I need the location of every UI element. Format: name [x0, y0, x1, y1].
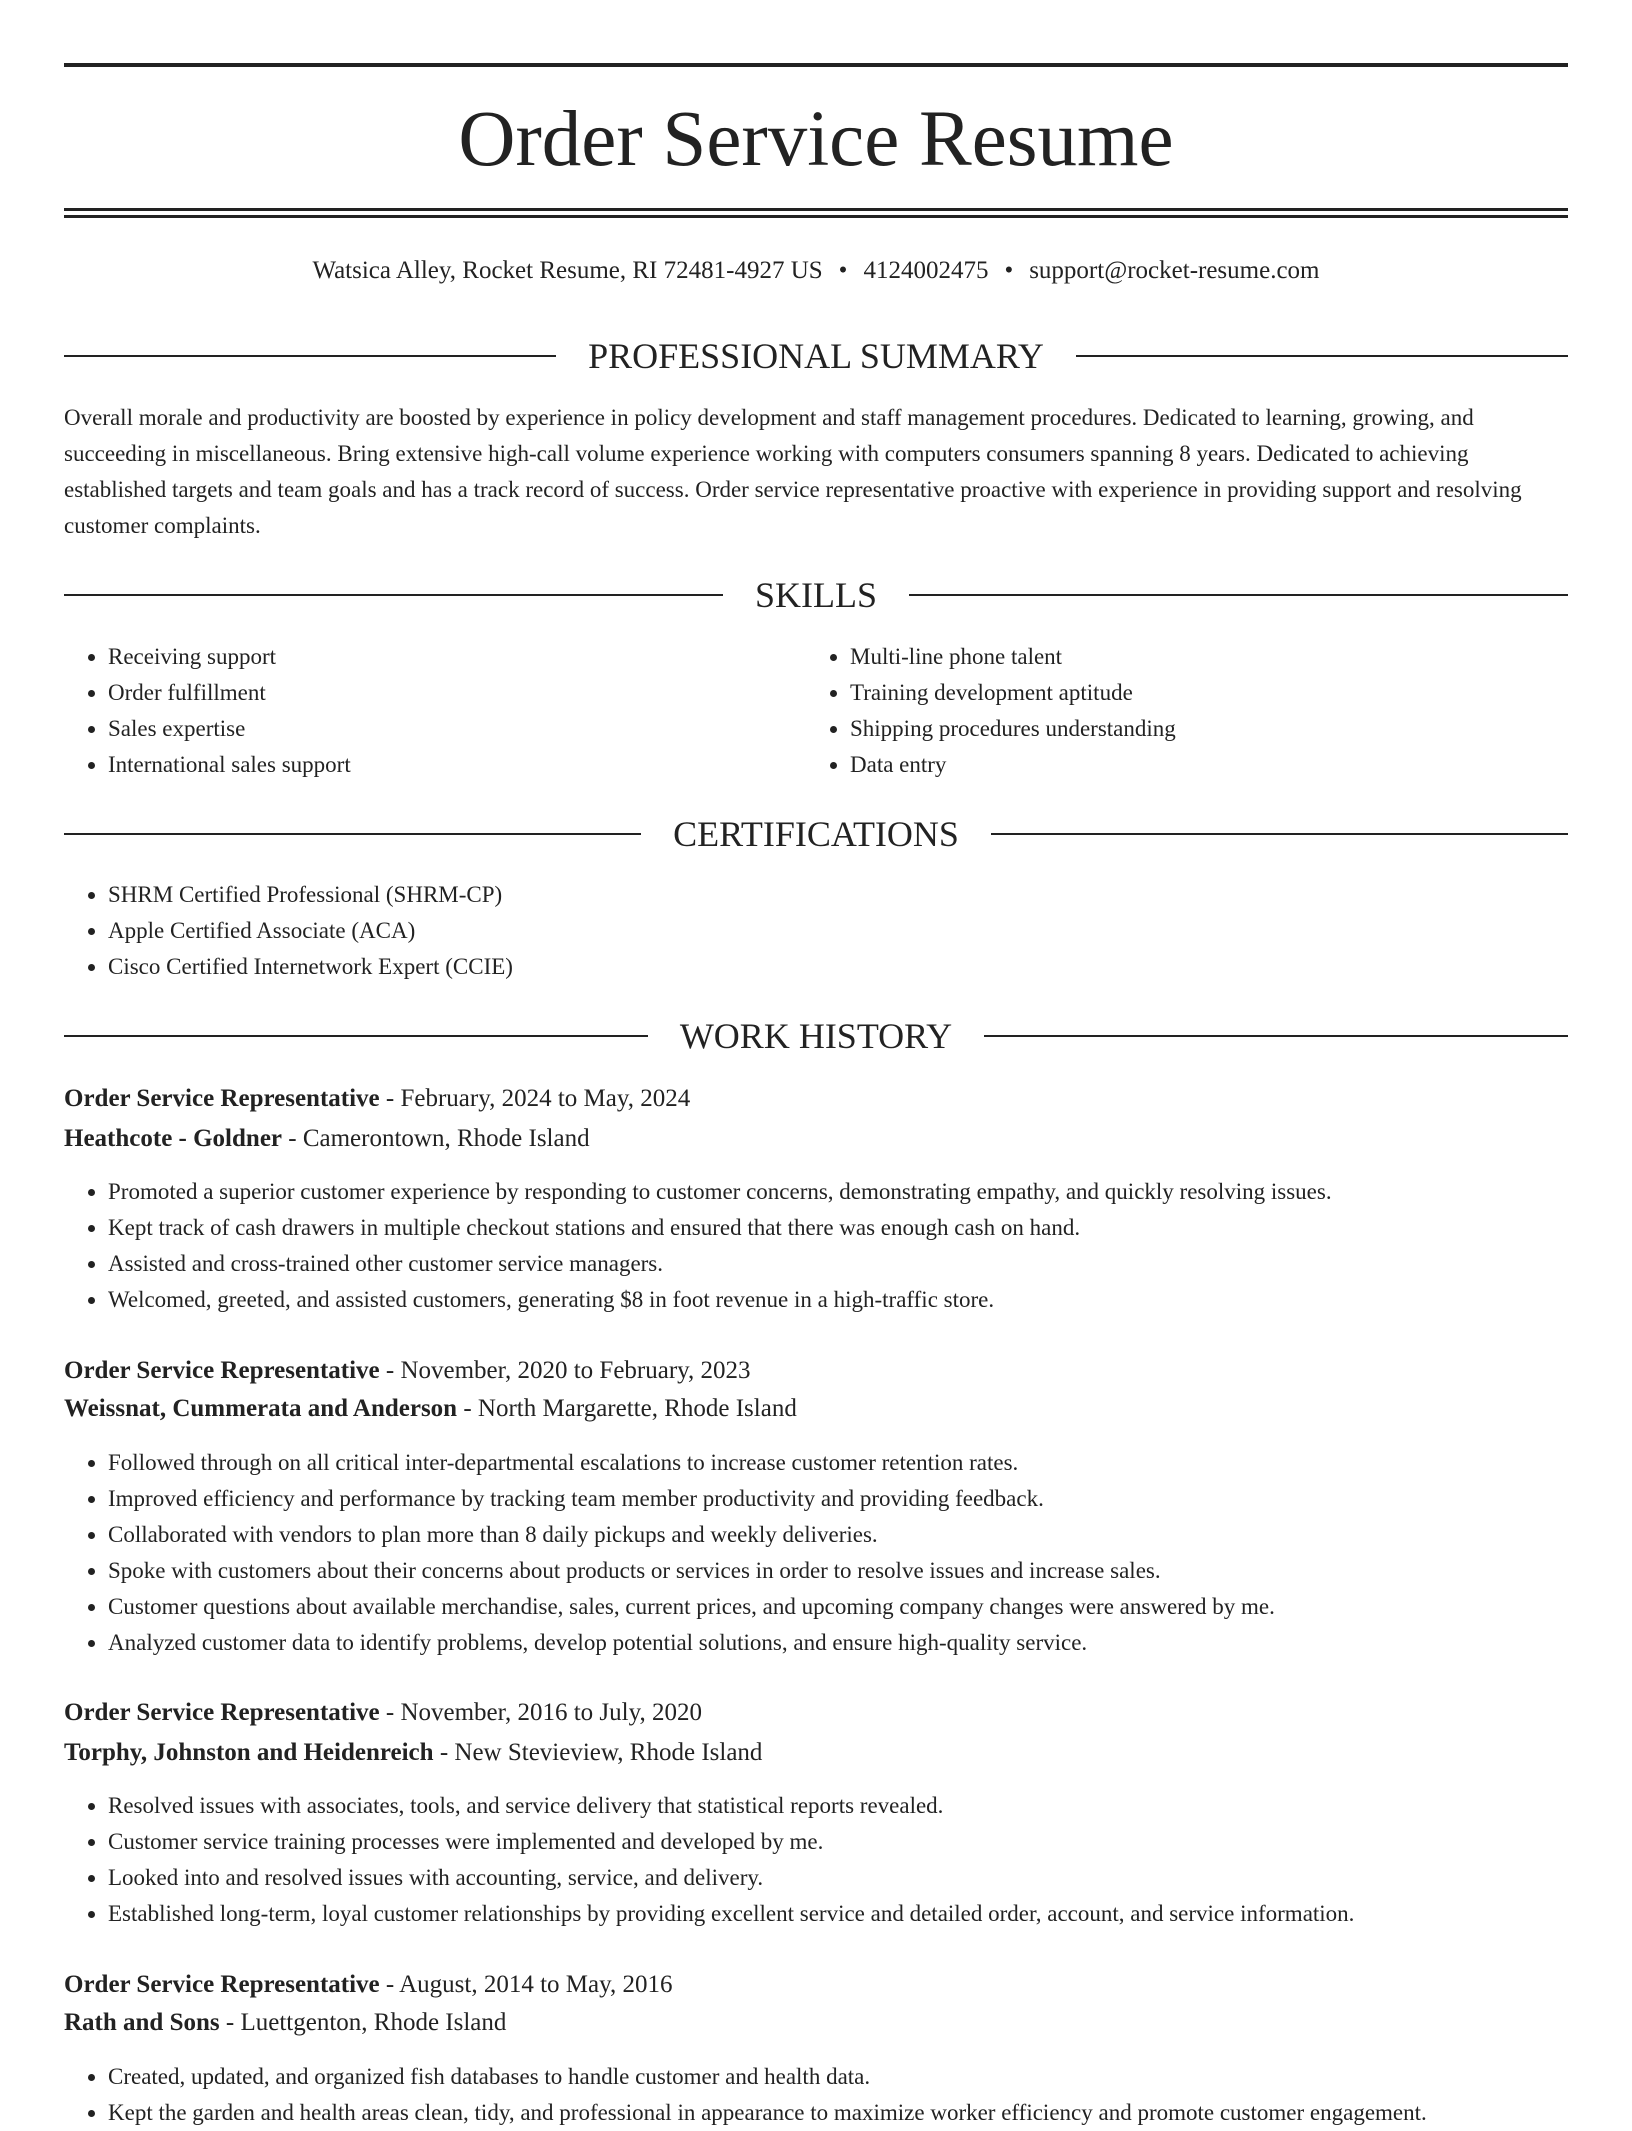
job-company: Heathcote - Goldner: [64, 1125, 283, 1152]
job-location: - Camerontown, Rhode Island: [282, 1125, 590, 1152]
top-rule: [64, 63, 1568, 67]
job-bullets: [64, 1445, 1608, 1661]
contact-separator: •: [1004, 257, 1014, 284]
skill-item: • Sales expertise: [108, 711, 808, 747]
skills-section-heading: [64, 573, 1568, 617]
job-dates: - February, 2024 to May, 2024: [379, 1085, 691, 1112]
contact-address: Watsica Alley, Rocket Resume, RI 72481-4927 US: [312, 257, 823, 284]
summary-paragraph: Overall morale and productivity are boosted by experience in policy development and staff management procedures. Dedicated to learning, growing, and succeeding in miscellaneous. Bring extensive high-call volume experience working with computers consumers spanning 8 years. Dedicated to achieving established targets and team goals and has a track record of success. Order service representative proactive with experience in providing support and resolving customer complaints.: [64, 405, 1522, 538]
skill-item: • International sales support: [108, 747, 808, 783]
certification-item: • Cisco Certified Internetwork Expert (CCIE): [108, 949, 1508, 985]
heading-rule-left: [64, 594, 723, 596]
job-company: Rath and Sons: [64, 2009, 220, 2036]
job-company-line: [64, 2005, 506, 2041]
heading-rule-left: [64, 833, 641, 835]
job-company: Weissnat, Cummerata and Anderson: [64, 1395, 458, 1422]
job-location: - New Stevieview, Rhode Island: [433, 1739, 763, 1766]
contact-phone: 4124002475: [863, 257, 989, 284]
skills-list-right: [806, 639, 1550, 783]
certification-item: • SHRM Certified Professional (SHRM-CP): [108, 877, 1508, 913]
job-dates: - November, 2016 to July, 2020: [379, 1699, 702, 1726]
job-bullets: [64, 2059, 1608, 2131]
skill-item: • Receiving support: [108, 639, 808, 675]
job-bullet: • Spoke with customers about their concerns about products or services in order to resolve issues and increase sales.: [108, 1553, 1608, 1589]
job-company: Torphy, Johnston and Heidenreich: [64, 1739, 434, 1766]
contact-line: [64, 254, 1568, 288]
job-location: - North Margarette, Rhode Island: [457, 1395, 797, 1422]
job-dates: - August, 2014 to May, 2016: [379, 1971, 673, 1998]
contact-separator: •: [838, 257, 848, 284]
job-bullet: • Looked into and resolved issues with accounting, service, and delivery.: [108, 1860, 1608, 1896]
heading-rule-left: [64, 355, 556, 357]
heading-rule-left: [64, 1035, 648, 1037]
job-role: Order Service Representative: [64, 1085, 380, 1112]
job-bullet: • Customer service training processes were implemented and developed by me.: [108, 1824, 1608, 1860]
job-role-line: [64, 1353, 751, 1389]
page-title: Order Service Resume: [458, 96, 1174, 183]
skill-item: • Training development aptitude: [850, 675, 1550, 711]
skills-list-left: [64, 639, 808, 783]
work-history-heading-label: WORK HISTORY: [679, 1016, 953, 1056]
job-dates: - November, 2020 to February, 2023: [379, 1357, 751, 1384]
job-bullet: • Established long-term, loyal customer relationships by providing excellent service and detailed order, account, and service information.: [108, 1896, 1608, 1932]
job-company-line: [64, 1121, 590, 1157]
title-double-rule-lower: [64, 215, 1568, 218]
certifications-heading-label: CERTIFICATIONS: [673, 814, 959, 854]
heading-rule-right: [1076, 355, 1568, 357]
job-bullet: • Welcomed, greeted, and assisted customers, generating $8 in foot revenue in a high-traffic store.: [108, 1282, 1608, 1318]
certifications-list: [64, 877, 1508, 985]
job-role-line: [64, 1967, 672, 2003]
skill-item: • Order fulfillment: [108, 675, 808, 711]
job-role-line: [64, 1081, 690, 1117]
skills-heading-label: SKILLS: [755, 575, 878, 615]
job-bullets: [64, 1788, 1608, 1932]
job-role: Order Service Representative: [64, 1971, 380, 1998]
job-bullet: • Promoted a superior customer experience by responding to customer concerns, demonstrating empathy, and quickly resolving issues.: [108, 1174, 1608, 1210]
heading-rule-right: [984, 1035, 1568, 1037]
title-double-rule-upper: [64, 208, 1568, 211]
job-bullet: • Assisted and cross-trained other customer service managers.: [108, 1246, 1608, 1282]
job-bullet: • Customer questions about available merchandise, sales, current prices, and upcoming company changes were answered by me.: [108, 1589, 1608, 1625]
work-history-section-heading: [64, 1014, 1568, 1058]
job-company-line: [64, 1391, 797, 1427]
job-role-line: [64, 1695, 702, 1731]
heading-rule-right: [909, 594, 1568, 596]
job-bullet: • Created, updated, and organized fish databases to handle customer and health data.: [108, 2059, 1608, 2095]
contact-email: support@rocket-resume.com: [1029, 257, 1320, 284]
job-bullet: • Collaborated with vendors to plan more than 8 daily pickups and weekly deliveries.: [108, 1517, 1608, 1553]
job-bullet: • Followed through on all critical inter-departmental escalations to increase customer retention rates.: [108, 1445, 1608, 1481]
job-location: - Luettgenton, Rhode Island: [219, 2009, 507, 2036]
heading-rule-right: [991, 833, 1568, 835]
job-bullet: • Kept the garden and health areas clean, tidy, and professional in appearance to maximize worker efficiency and promote customer engagement.: [108, 2095, 1608, 2131]
skill-item: • Shipping procedures understanding: [850, 711, 1550, 747]
certifications-section-heading: [64, 812, 1568, 856]
summary-heading-label: PROFESSIONAL SUMMARY: [588, 336, 1044, 376]
job-role: Order Service Representative: [64, 1357, 380, 1384]
job-role: Order Service Representative: [64, 1699, 380, 1726]
job-bullets: [64, 1174, 1608, 1318]
skill-item: • Data entry: [850, 747, 1550, 783]
job-bullet: • Resolved issues with associates, tools, and service delivery that statistical reports revealed.: [108, 1788, 1608, 1824]
job-bullet: • Improved efficiency and performance by tracking team member productivity and providing feedback.: [108, 1481, 1608, 1517]
skill-item: • Multi-line phone talent: [850, 639, 1550, 675]
job-company-line: [64, 1735, 762, 1771]
job-bullet: • Kept track of cash drawers in multiple checkout stations and ensured that there was enough cash on hand.: [108, 1210, 1608, 1246]
summary-section-heading: [64, 334, 1568, 378]
certification-item: • Apple Certified Associate (ACA): [108, 913, 1508, 949]
job-bullet: • Analyzed customer data to identify problems, develop potential solutions, and ensure high-quality service.: [108, 1625, 1608, 1661]
